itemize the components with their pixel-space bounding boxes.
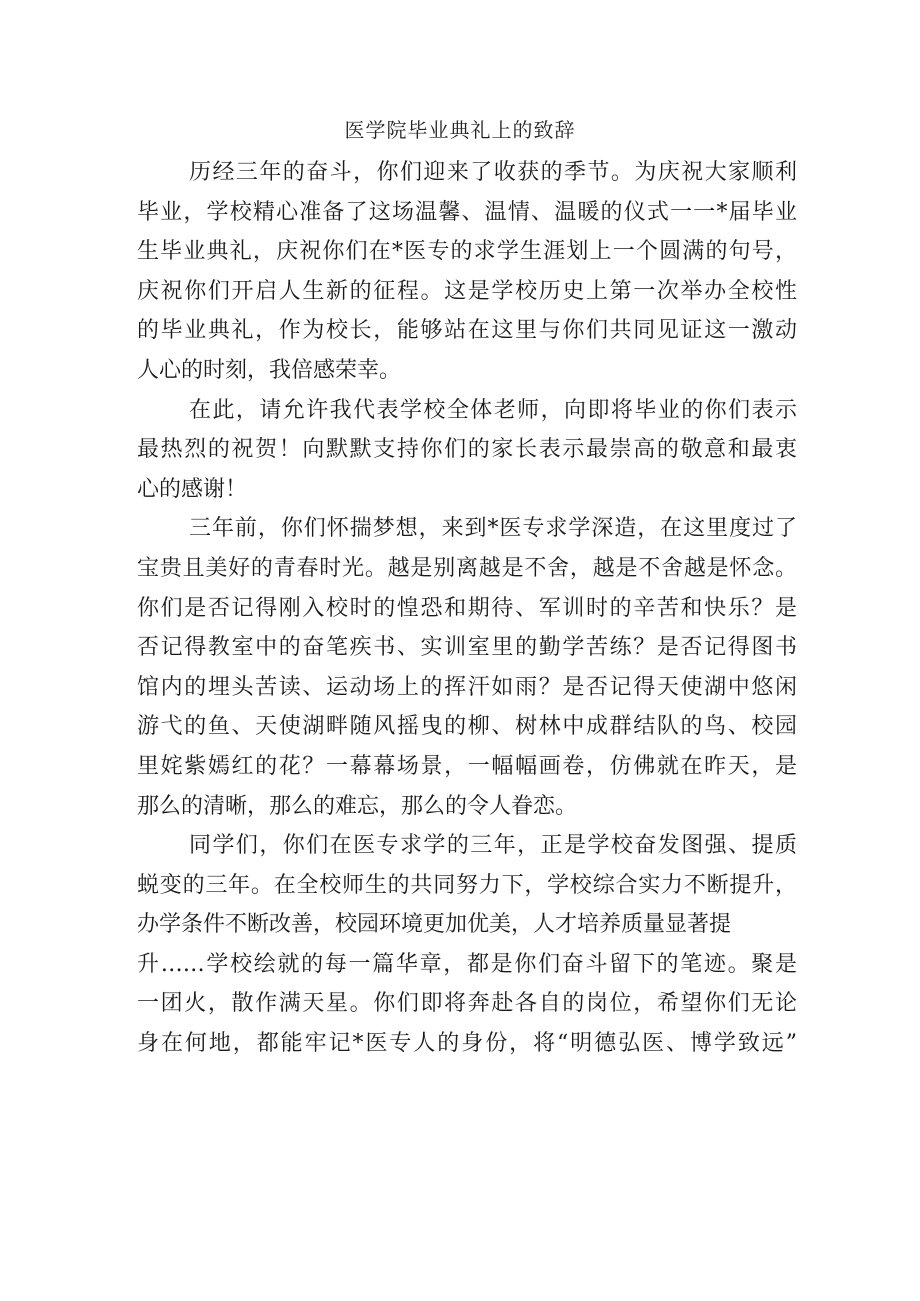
- text-line: 的毕业典礼，作为校长，能够站在这里与你们共同见证这一激动: [137, 318, 797, 344]
- text-line: 最热烈的祝贺！向默默支持你们的家长表示最崇高的敬意和最衷: [137, 437, 797, 463]
- text-line: 毕业，学校精心准备了这场温馨、温情、温暖的仪式一一*届毕业: [137, 199, 797, 225]
- text-line: 生毕业典礼，庆祝你们在*医专的求学生涯划上一个圆满的句号，: [137, 239, 797, 265]
- text-line: 三年前，你们怀揣梦想，来到*医专求学深造，在这里度过了: [189, 516, 797, 542]
- text-line: 否记得教室中的奋笔疾书、实训室里的勤学苦练？是否记得图书: [137, 635, 797, 661]
- text-line: 馆内的埋头苦读、运动场上的挥汗如雨？是否记得天使湖中悠闲: [137, 674, 797, 700]
- text-line: 游弋的鱼、天使湖畔随风摇曳的柳、树林中成群结队的鸟、校园: [137, 714, 797, 740]
- text-line: 你们是否记得刚入校时的惶恐和期待、军训时的辛苦和快乐？是: [137, 595, 797, 621]
- text-line: 里姹紫嫣红的花？一幕幕场景，一幅幅画卷，仿佛就在昨天，是: [137, 753, 797, 779]
- text-line: 宝贵且美好的青春时光。越是别离越是不舍，越是不舍越是怀念。: [137, 555, 797, 581]
- text-line: 那么的清晰，那么的难忘，那么的令人眷恋。: [137, 793, 578, 819]
- text-line: 在此，请允许我代表学校全体老师，向即将毕业的你们表示: [189, 397, 797, 423]
- text-line: 历经三年的奋斗，你们迎来了收获的季节。为庆祝大家顺利: [189, 160, 797, 185]
- text-line: 升……学校绘就的每一篇华章，都是你们奋斗留下的笔迹。聚是: [137, 951, 797, 977]
- text-line: 一团火，散作满天星。你们即将奔赴各自的岗位，希望你们无论: [137, 991, 797, 1017]
- document-title: 医学院毕业典礼上的致辞: [344, 118, 576, 142]
- document-body: [137, 153, 797, 1064]
- text-line: 同学们，你们在医专求学的三年，正是学校奋发图强、提质: [189, 833, 797, 859]
- text-line: 办学条件不断改善，校园环境更加优美，人才培养质量显著提: [137, 912, 732, 938]
- text-line: 身在何地，都能牢记*医专人的身份，将“明德弘医、博学致远”: [137, 1031, 797, 1057]
- text-line: 人心的时刻，我倍感荣幸。: [137, 357, 402, 383]
- text-line: 蜕变的三年。在全校师生的共同努力下，学校综合实力不断提升，: [137, 872, 797, 898]
- text-line: 庆祝你们开启人生新的征程。这是学校历史上第一次举办全校性: [137, 278, 797, 304]
- text-line: 心的感谢！: [137, 476, 248, 502]
